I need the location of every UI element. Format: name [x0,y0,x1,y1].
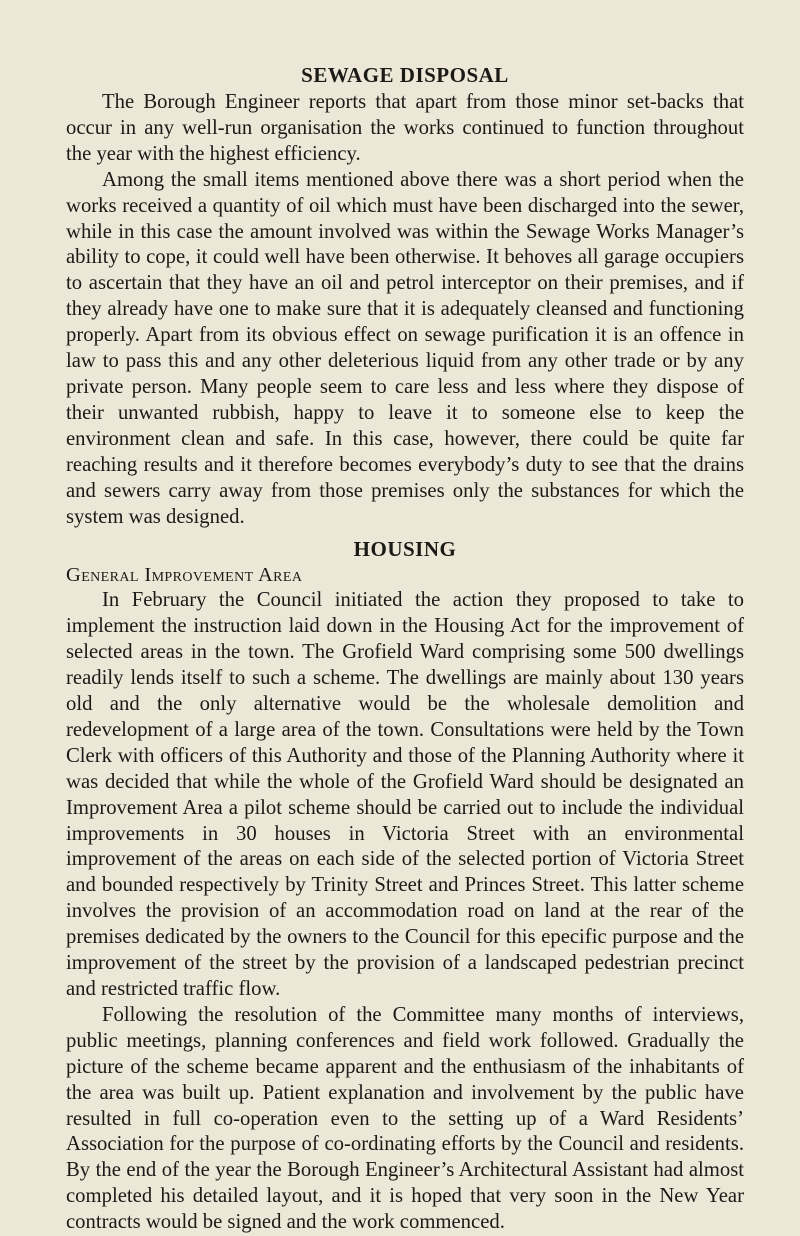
housing-section [66,536,744,1236]
housing-paragraph-1: In February the Council initiated the action they proposed to take to implement the instruction laid down in the Housing Act for the improvement of selected areas in the town. The Grofield Ward comprising some 500 dwellings readily lends itself to such a scheme. The dwellings are mainly about 130 years old and the only alternative would be the wholesale demolition and redevelopment of a large area of the town. Consultations were held by the Town Clerk with officers of this Authority and those of the Planning Authority where it was decided that while the whole of the Grofield Ward should be designated an Improvement Area a pilot scheme should be carried out to include the individual improvements in 30 houses in Victoria Street with an environmental improvement of the areas on each side of the selected portion of Victoria Street and bounded respectively by Trinity Street and Princes Street. This latter scheme involves the provision of an accommodation road on land at the rear of the premises dedicated by the owners to the Council for this epecific purpose and the improvement of the street by the provision of a landscaped pedestrian precinct and restricted traffic flow. [66,589,744,1000]
sewage-paragraph-2: Among the small items mentioned above there was a short period when the works received a quantity of oil which must have been discharged into the sewer, while in this case the amount involved was within the Sewage Works Manager’s ability to cope, it could well have been otherwise. It behoves all garage occupiers to ascertain that they have an oil and petrol interceptor on their premises, and if they already have one to make sure that it is adequately cleansed and functioning properly. Apart from its obvious effect on sewage purification it is an offence in law to pass this and any other deleterious liquid from any other trade or by any private person. Many people seem to care less and less where they dispose of their unwanted rubbish, happy to leave it to someone else to keep the environment clean and safe. In this case, however, there could be quite far reaching results and it therefore becomes everybody’s duty to see that the drains and sewers carry away from those premises only the substances for which the system was designed. [66,168,744,528]
general-improvement-area-subheading: General Improvement Area [66,564,303,587]
sewage-disposal-section [66,62,744,530]
sewage-disposal-heading: SEWAGE DISPOSAL [301,63,509,87]
housing-paragraph-2: Following the resolution of the Committee many months of interviews, public meetings, planning conferences and field work followed. Gradually the picture of the scheme became apparent and the enthusiasm of the inhabitants of the area was built up. Patient explanation and involvement by the public have resulted in full co-operation even to the setting up of a Ward Residents’ Association for the purpose of co-ordinating efforts by the Council and residents. By the end of the year the Borough Engineer’s Architectural Assistant had almost completed his detailed layout, and it is hoped that very soon in the New Year contracts would be signed and the work commenced. [66,1003,744,1234]
housing-heading: HOUSING [353,537,457,562]
sewage-paragraph-1: The Borough Engineer reports that apart from those minor set-backs that occur in any well-run organisation the works continued to function throughout the year with the highest efficiency. [66,91,744,165]
